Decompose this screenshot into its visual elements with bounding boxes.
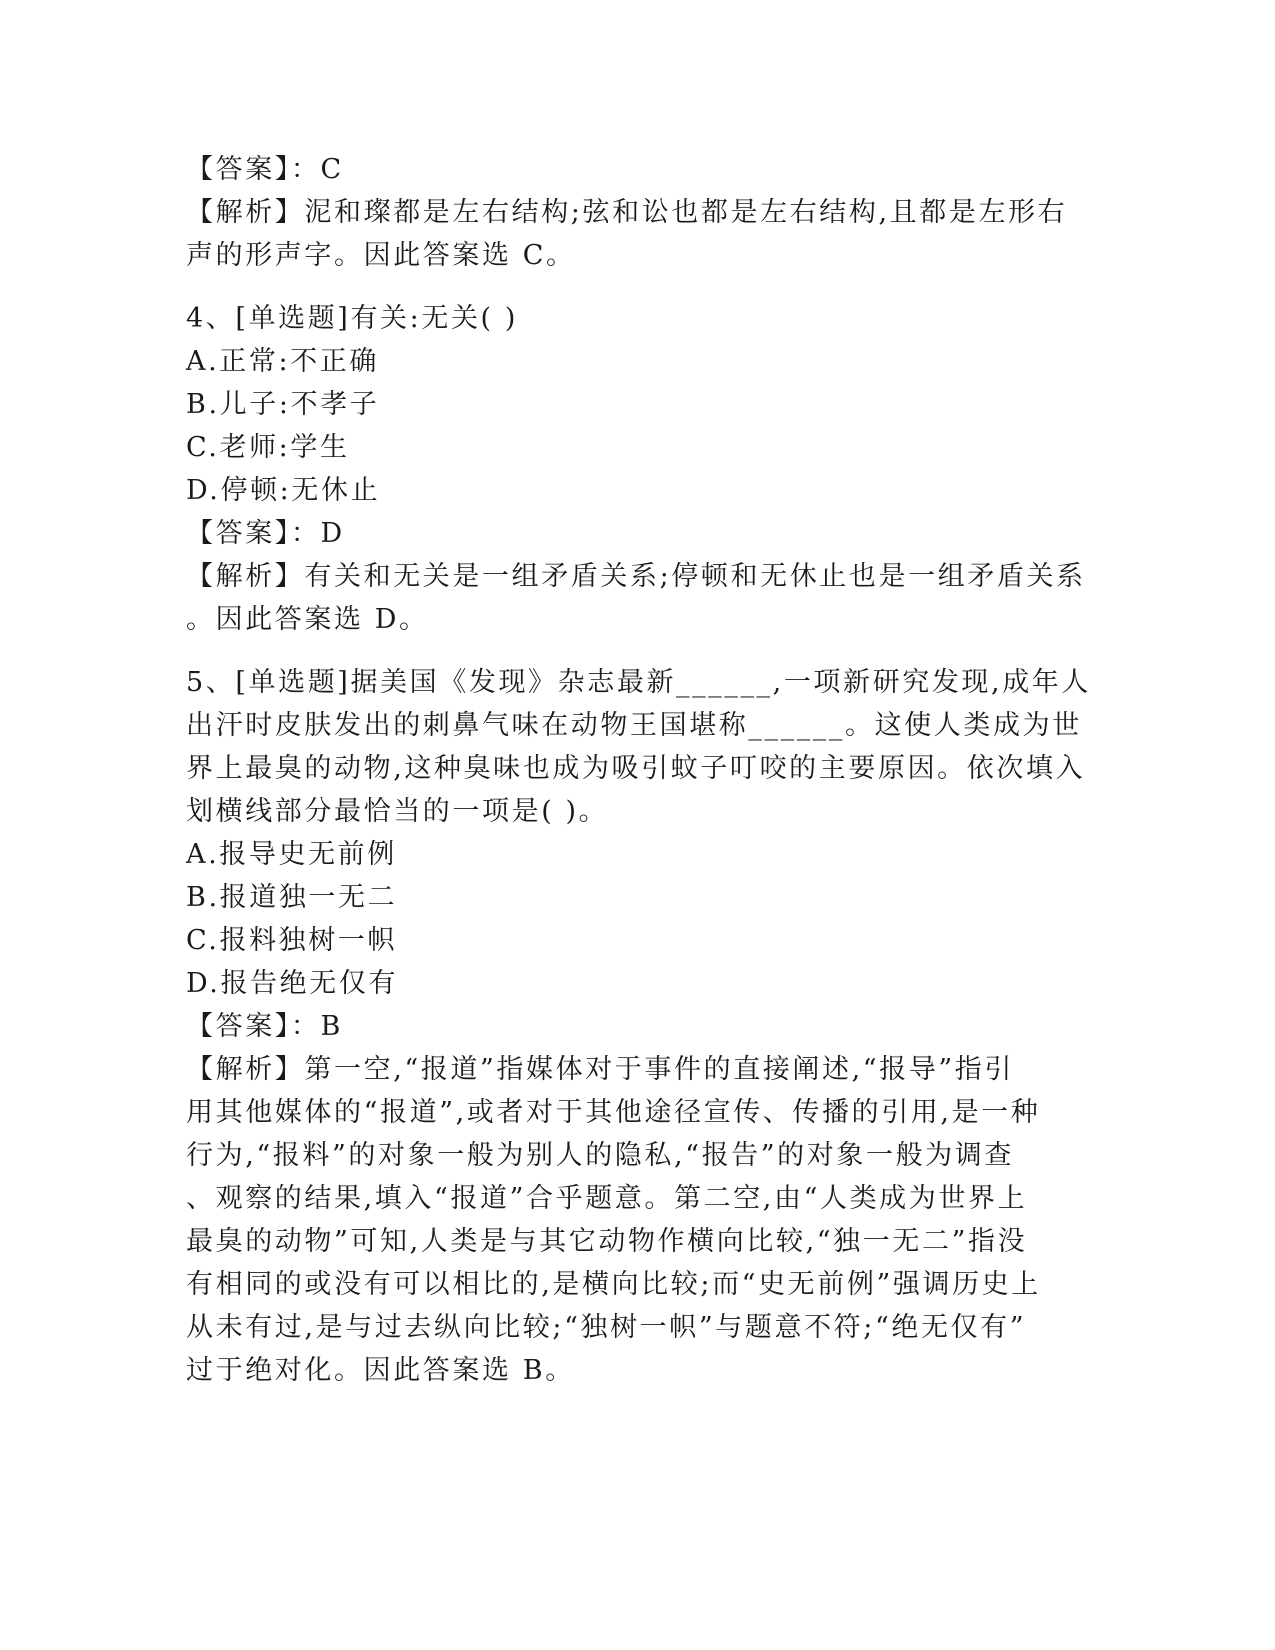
question-3-tail xyxy=(186,148,1076,277)
q5-analysis-line: 、观察的结果,填入“报道”合乎题意。第二空,由“人类成为世界上 xyxy=(186,1183,1028,1214)
document-page xyxy=(186,148,1092,1392)
q4-stem: 4、[单选题]有关:无关( ) xyxy=(186,303,518,334)
q4-option-d: D.停顿:无休止 xyxy=(186,475,381,506)
q5-analysis-line: 最臭的动物”可知,人类是与其它动物作横向比较,“独一无二”指没 xyxy=(186,1226,1028,1257)
q3-analysis-line: 声的形声字。因此答案选 C。 xyxy=(186,240,576,271)
q4-analysis-line: 【解析】有关和无关是一组矛盾关系;停顿和无休止也是一组矛盾关系 xyxy=(186,561,1086,592)
q5-stem-line: 界上最臭的动物,这种臭味也成为吸引蚊子叮咬的主要原因。依次填入 xyxy=(186,753,1086,784)
spacer xyxy=(186,277,1076,297)
q5-analysis-line: 有相同的或没有可以相比的,是横向比较;而“史无前例”强调历史上 xyxy=(186,1269,1041,1300)
q4-analysis-line: 。因此答案选 D。 xyxy=(186,604,429,635)
q5-stem-line: 划横线部分最恰当的一项是( )。 xyxy=(186,796,609,827)
q4-option-c: C.老师:学生 xyxy=(186,432,350,463)
q5-option-a: A.报导史无前例 xyxy=(186,839,397,870)
q5-option-c: C.报料独树一帜 xyxy=(186,925,398,956)
q5-stem-line: 5、[单选题]据美国《发现》杂志最新______,一项新研究发现,成年人 xyxy=(186,667,1092,698)
q5-stem-line: 出汗时皮肤发出的刺鼻气味在动物王国堪称______。这使人类成为世 xyxy=(186,710,1082,741)
q5-analysis-line: 用其他媒体的“报道”,或者对于其他途径宣传、传播的引用,是一种 xyxy=(186,1097,1041,1128)
spacer xyxy=(186,641,1076,661)
q5-analysis-line: 过于绝对化。因此答案选 B。 xyxy=(186,1355,575,1386)
q5-option-b: B.报道独一无二 xyxy=(186,882,398,913)
question-5 xyxy=(186,661,1092,1392)
q4-answer: 【答案】：D xyxy=(186,518,345,549)
q5-analysis-line: 行为,“报料”的对象一般为别人的隐私,“报告”的对象一般为调查 xyxy=(186,1140,1014,1171)
q5-answer: 【答案】：B xyxy=(186,1011,343,1042)
q5-analysis-line: 从未有过,是与过去纵向比较;“独树一帜”与题意不符;“绝无仅有” xyxy=(186,1312,1027,1343)
question-4 xyxy=(186,297,1086,641)
q3-analysis-line: 【解析】泥和璨都是左右结构;弦和讼也都是左右结构,且都是左形右 xyxy=(186,197,1068,228)
q5-analysis-line: 【解析】第一空,“报道”指媒体对于事件的直接阐述,“报导”指引 xyxy=(186,1054,1014,1085)
q5-option-d: D.报告绝无仅有 xyxy=(186,968,399,999)
q4-option-b: B.儿子:不孝子 xyxy=(186,389,380,420)
q4-option-a: A.正常:不正确 xyxy=(186,346,379,377)
q3-answer: 【答案】：C xyxy=(186,154,344,185)
